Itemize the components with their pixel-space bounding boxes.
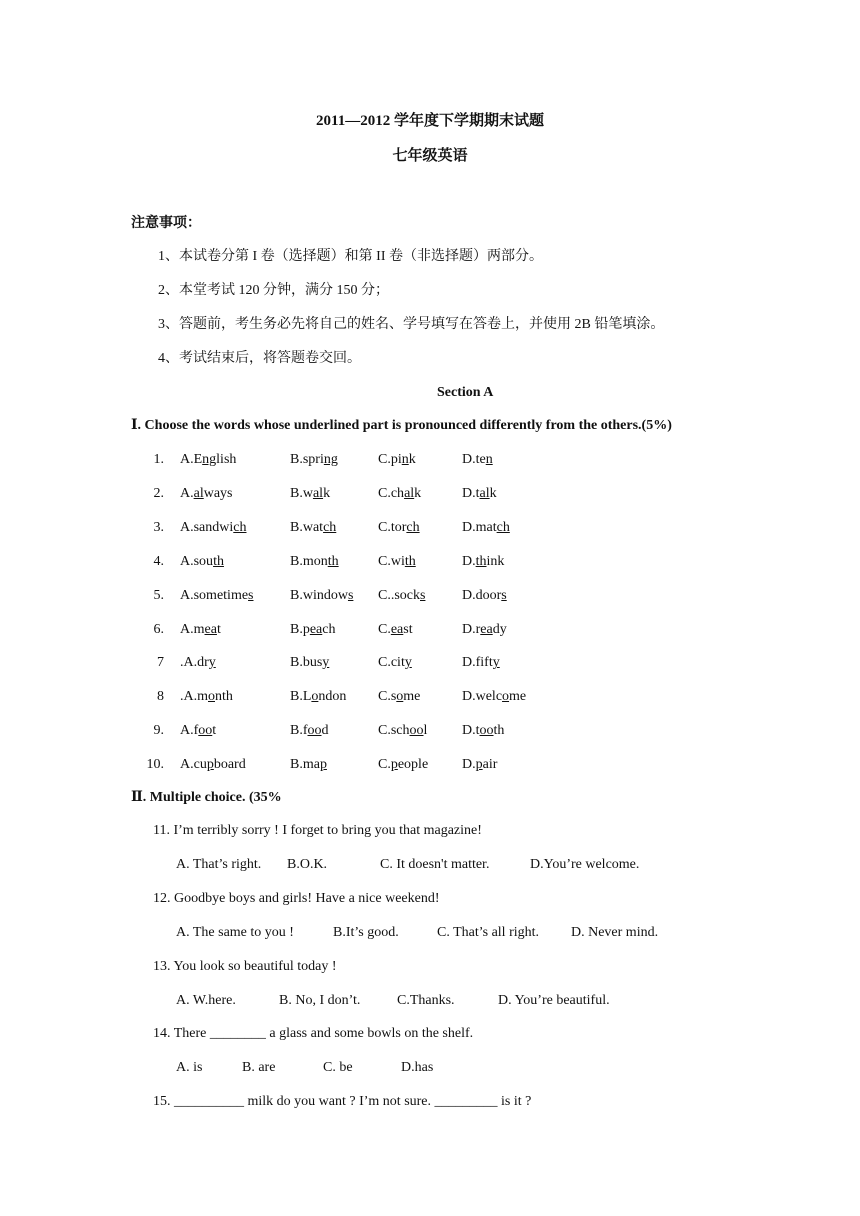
answer-option: A.meat [180,621,221,637]
underlined-part: ea [480,621,493,637]
underlined-part: th [213,553,224,569]
answer-option: D.ready [462,621,507,637]
underlined-part: oo [409,723,424,739]
question-number: 1. [153,452,164,467]
exam-title: 2011—2012 学年度下学期期末试题 [316,113,544,129]
underlined-part: o [311,689,319,705]
answer-option: C.chalk [378,485,422,501]
answer-option: B. No, I don’t. [279,992,361,1008]
answer-option: C. be [323,1060,353,1076]
underlined-part: y [404,655,412,671]
part1-heading: Ⅰ. Choose the words whose underlined part is pronounced differently from the others.(5%) [131,418,672,433]
question-number: 7 [157,655,164,671]
part2-heading: Ⅱ. Multiple choice. (35% [131,790,282,805]
answer-option: B.map [290,757,327,773]
answer-option: D. You’re beautiful. [498,992,610,1008]
answer-option: D. Never mind. [571,924,659,940]
answer-option: D.talk [462,485,497,501]
answer-option: A.sometimes [180,587,254,603]
answer-option: B.spring [290,452,338,467]
underlined-part: p [475,757,483,773]
answer-option: A. That’s right. [176,856,262,872]
underlined-part: oo [307,723,322,739]
answer-option: A.south [180,553,224,569]
question-number: 8 [157,689,164,705]
answer-option: D.ten [462,452,493,467]
underlined-part: s [347,587,354,603]
underlined-part: oo [198,723,213,739]
answer-option: D.fifty [462,655,500,671]
answer-option: B.London [290,689,347,705]
underlined-part: al [312,485,324,501]
answer-option: B.busy [290,655,330,671]
answer-option: B.watch [290,519,337,535]
underlined-part: ea [309,621,323,637]
answer-option: B.It’s good. [333,924,399,940]
section-a-label: Section A [437,385,494,400]
underlined-part: ch [233,519,247,535]
underlined-part: ch [406,519,420,535]
answer-option: C.pink [378,452,416,467]
answer-option: A.always [180,485,233,501]
underlined-part: n [401,452,409,467]
answer-option: C.Thanks. [397,992,455,1008]
answer-option: A.foot [180,723,217,739]
underlined-part: al [193,485,204,501]
underlined-part: y [322,655,330,671]
answer-option: A. W.here. [176,992,236,1008]
underlined-part: y [208,655,216,671]
underlined-part: o [396,689,404,705]
question-stem: 12. Goodbye boys and girls! Have a nice weekend! [153,890,440,906]
underlined-part: p [319,757,327,773]
underlined-part: n [485,452,493,467]
note-item: 2、本堂考试 120 分钟，满分 150 分； [158,283,389,298]
answer-option: A. The same to you ! [176,924,294,940]
question-number: 3. [153,519,164,535]
question-stem: 13. You look so beautiful today ! [153,958,337,974]
answer-option: .A.month [180,689,233,705]
underlined-part: p [206,757,214,773]
question-number: 10. [146,757,164,773]
note-item: 4、考试结束后，将答题卷交回。 [158,351,361,366]
underlined-part: s [248,587,254,603]
answer-option: D.think [462,553,505,569]
underlined-part: s [420,587,426,603]
answer-option: .A.dry [180,655,216,671]
underlined-part: ea [204,621,217,637]
underlined-part: al [479,485,490,501]
underlined-part: o [502,689,510,705]
answer-option: C. It doesn't matter. [380,856,490,872]
answer-option: D.tooth [462,723,505,739]
underlined-part: th [404,553,416,569]
underlined-part: ea [390,621,404,637]
answer-option: A.cupboard [180,757,246,773]
answer-option: D.has [401,1060,434,1076]
question-number: 9. [153,723,164,739]
answer-option: D.You’re welcome. [530,856,640,872]
underlined-part: th [475,553,487,569]
underlined-part: ch [323,519,337,535]
note-item: 3、答题前，考生务必先将自己的姓名、学号填写在答卷上，并使用 2B 铅笔填涂。 [158,317,665,332]
answer-option: B.food [290,723,329,739]
answer-option: C.east [378,621,413,637]
question-stem: 11. I’m terribly sorry ! I forget to bring you that magazine! [153,823,482,838]
notes-heading: 注意事项： [131,216,201,231]
answer-option: D.doors [462,587,507,603]
underlined-part: ch [496,519,510,535]
note-item: 1、本试卷分第 I 卷（选择题）和第 II 卷（非选择题）两部分。 [158,249,543,264]
answer-option: B. are [242,1060,276,1076]
question-number: 6. [153,621,164,637]
question-stem: 15. __________ milk do you want ? I’m not sure. _________ is it ? [153,1094,532,1110]
answer-option: C.people [378,757,429,773]
underlined-part: th [327,553,339,569]
answer-option: A.English [180,452,237,467]
answer-option: D.welcome [462,689,527,705]
underlined-part: s [501,587,507,603]
answer-option: B.O.K. [287,856,328,872]
question-number: 4. [153,553,164,569]
answer-option: B.walk [290,485,331,501]
answer-option: B.month [290,553,339,569]
question-number: 5. [153,587,164,603]
underlined-part: ng [202,452,217,467]
answer-option: D.pair [462,757,498,773]
answer-option: C.some [378,689,421,705]
question-stem: 14. There ________ a glass and some bowls on the shelf. [153,1026,474,1042]
underlined-part: y [492,655,500,671]
answer-option: C. That’s all right. [437,924,540,940]
exam-subtitle: 七年级英语 [392,148,468,164]
answer-option: B.peach [290,621,336,637]
answer-option: B.windows [290,587,354,603]
underlined-part: p [390,757,398,773]
underlined-part: oo [479,723,494,739]
underlined-part: ng [323,452,338,467]
underlined-part: al [404,485,415,501]
answer-option: C.school [378,723,428,739]
answer-option: A.sandwich [180,519,247,535]
underlined-part: o [208,689,215,705]
question-number: 2. [153,485,164,501]
answer-option: C.with [378,553,416,569]
answer-option: A. is [176,1060,203,1076]
answer-option: D.match [462,519,510,535]
answer-option: C.torch [378,519,420,535]
answer-option: C.city [378,655,412,671]
answer-option: C..socks [378,587,426,603]
